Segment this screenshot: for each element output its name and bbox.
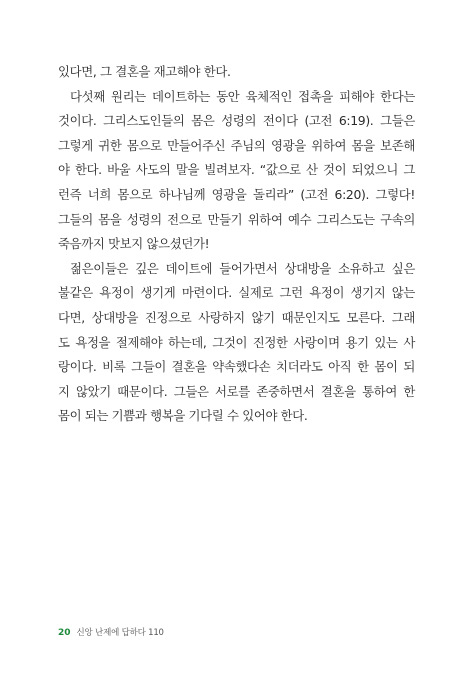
text-line: 도 욕정을 절제해야 하는데, 그것이 진정한 사랑이며 용기 있는 사 xyxy=(58,334,415,350)
paragraph xyxy=(58,257,415,429)
text-line: 그들의 몸을 성령의 전으로 만들기 위하여 예수 그리스도는 구속의 xyxy=(58,211,415,227)
body-text xyxy=(58,60,415,429)
text-line: 다섯째 원리는 데이트하는 동안 육체적인 접촉을 피해야 한다는 xyxy=(70,88,415,104)
text-line: 젊은이들은 깊은 데이트에 들어가면서 상대방을 소유하고 싶은 xyxy=(70,260,415,276)
page-number: 20 xyxy=(58,628,71,638)
text-line: 랑이다. 비록 그들이 결혼을 약속했다손 치더라도 아직 한 몸이 되 xyxy=(58,359,415,375)
text-line: 다면, 상대방을 진정으로 사랑하지 않기 때문인지도 모른다. 그래 xyxy=(58,309,415,325)
page-footer xyxy=(58,626,164,638)
text-line: 있다면, 그 결혼을 재고해야 한다. xyxy=(58,64,231,79)
book-title: 신앙 난제에 답하다 110 xyxy=(76,628,164,638)
text-line: 야 한다. 바울 사도의 말을 빌려보자. “값으로 산 것이 되었으니 그 xyxy=(58,162,415,178)
text-line: 죽음까지 맛보지 않으셨던가! xyxy=(58,236,210,252)
text-line: 몸이 되는 기쁨과 행복을 기다릴 수 있어야 한다. xyxy=(58,408,308,424)
paragraph xyxy=(58,85,415,257)
text-line: 불같은 욕정이 생기게 마련이다. 실제로 그런 욕정이 생기지 않는 xyxy=(58,285,415,301)
text-line: 것이다. 그리스도인들의 몸은 성령의 전이다 (고전 6:19). 그들은 xyxy=(58,113,415,129)
paragraph xyxy=(58,60,415,85)
text-line: 지 않았기 때문이다. 그들은 서로를 존중하면서 결혼을 통하여 한 xyxy=(58,383,415,399)
text-line: 런즉 너희 몸으로 하나님께 영광을 돌리라” (고전 6:20). 그렇다! xyxy=(58,186,415,202)
text-line: 그렇게 귀한 몸으로 만들어주신 주님의 영광을 위하여 몸을 보존해 xyxy=(58,137,415,153)
